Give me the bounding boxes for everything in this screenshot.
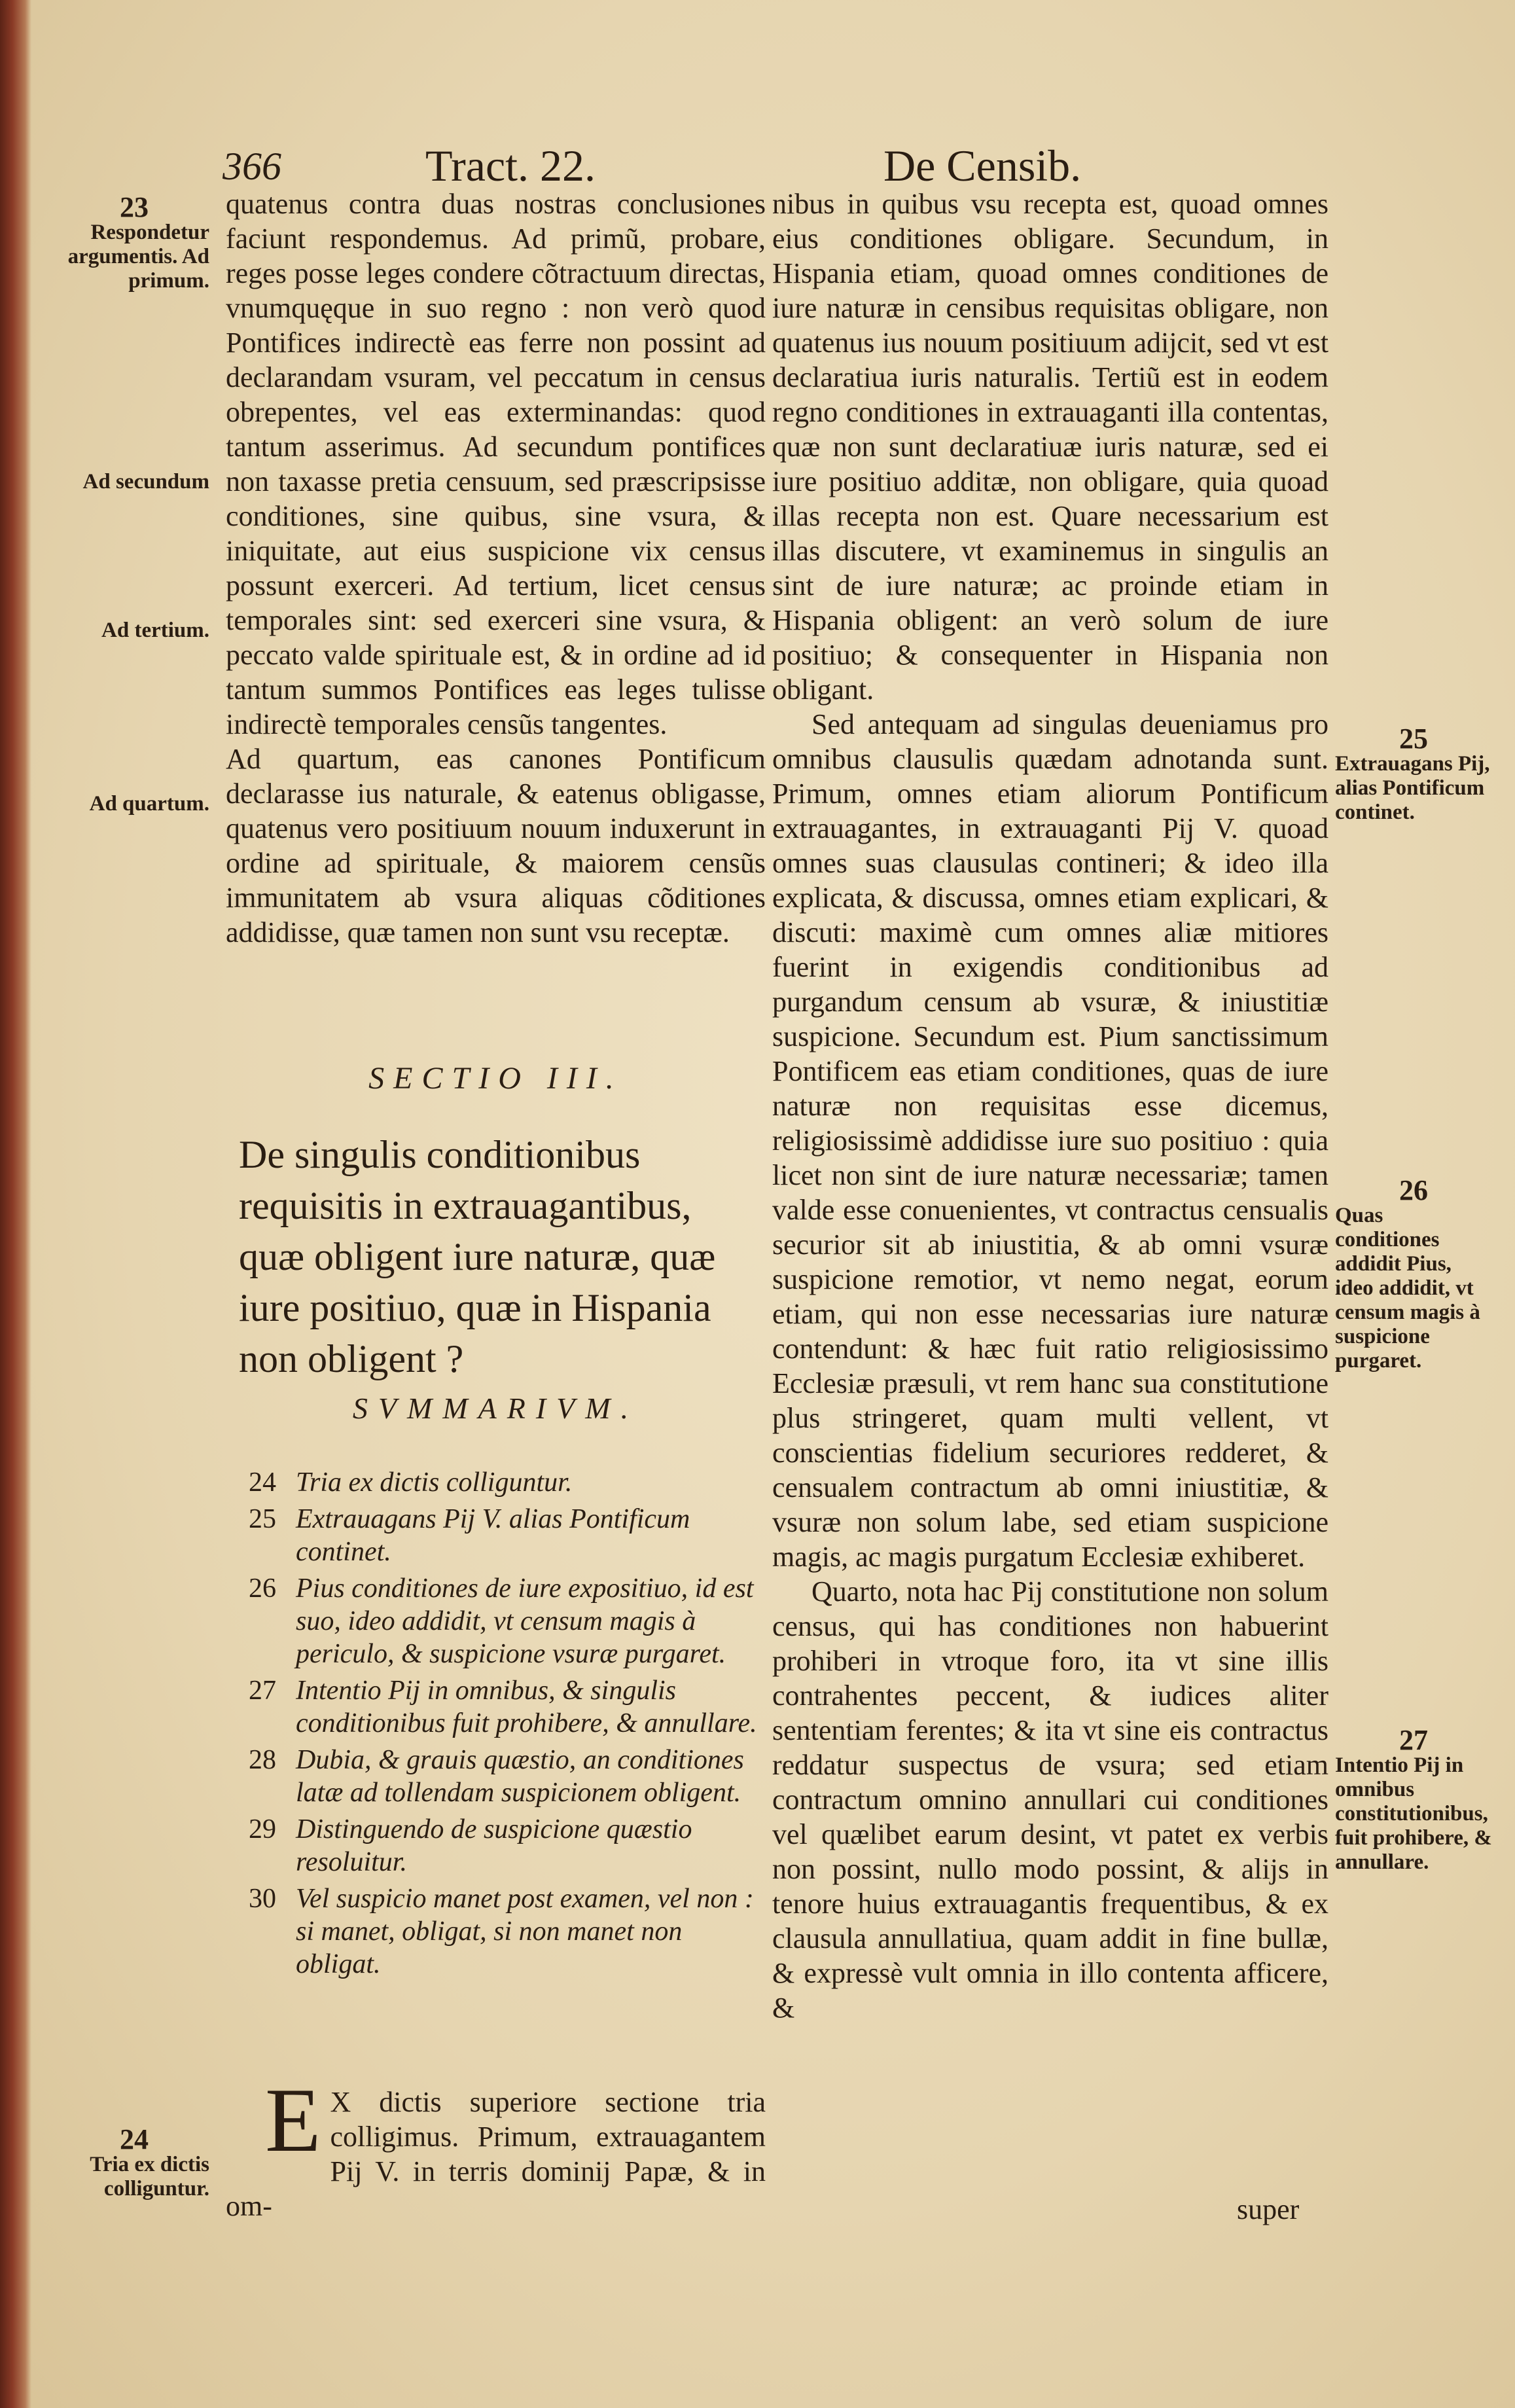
summary-list xyxy=(249,1466,772,1985)
paragraph: quatenus contra duas nostras conclusiones faciunt respondemus. Ad primũ, probare, reges posse leges condere cõtractuum directas, vnumquęque in suo regno : non verò quod Pontifices indirectè eas ferre non possint ad declarandam vsuram, vel peccatum in census obrepentes, vel eas exterminandas: quod tantum asserimus. Ad secundum pontifices non taxasse pretia censuum, sed præscripsisse conditiones, sine quibus, sine vsura, & iniquitate, aut eius suspicione vix census possunt exerceri. Ad tertium, licet census temporales sint: sed exerceri sine vsura, & peccato valde spirituale est, & in ordine ad id tantum summos Pontifices eas leges tulisse indirectè temporales censũs tangentes. xyxy=(226,188,766,740)
item-number: 26 xyxy=(249,1573,276,1604)
margin-note-ad-secundum: Ad secundum xyxy=(82,470,209,494)
drop-cap: E xyxy=(265,2070,321,2171)
item-text: Dubia, & grauis quæstio, an conditiones latæ ad tollendam suspicionem obligent. xyxy=(296,1745,744,1808)
margin-text: Tria ex dictis colliguntur. xyxy=(90,2153,209,2201)
page-number: 366 xyxy=(223,145,281,188)
margin-note-27 xyxy=(1335,1724,1492,1875)
item-text: Pius conditiones de iure expositiuo, id est suo, ideo addidit, vt censum magis à periculo, & suspicione vsuræ purgaret. xyxy=(296,1573,754,1669)
margin-note-24 xyxy=(59,2123,209,2201)
paragraph: Ad quartum, eas canones Pontificum declarasse ius naturale, & eatenus obligasse, quatenus vero positiuum nouum induxerunt in ordine ad spirituale, & maiorem censũs immunitatem ab vsura aliquas cõditiones addidisse, quæ tamen non sunt vsu receptæ. xyxy=(226,743,766,948)
list-item xyxy=(249,1674,772,1740)
section-incipit xyxy=(226,2070,766,2223)
right-column xyxy=(772,187,1328,2025)
margin-note-23 xyxy=(59,191,209,293)
margin-text: Extrauagans Pij, alias Pontificum continet. xyxy=(1335,752,1490,824)
item-text: Extrauagans Pij V. alias Pontificum continet. xyxy=(296,1504,690,1567)
item-number: 28 xyxy=(249,1745,276,1775)
list-item xyxy=(249,1572,772,1670)
margin-text: Respondetur argumentis. Ad primum. xyxy=(67,221,209,293)
book-spine-edge xyxy=(0,0,31,2408)
margin-note-ad-tertium: Ad tertium. xyxy=(101,619,209,642)
item-number: 30 xyxy=(249,1884,276,1914)
section-title: De singulis conditionibus requisitis in extrauagantibus, quæ obligent iure naturæ, quæ iure positiuo, quæ in Hispania non obligent ? xyxy=(239,1133,716,1380)
item-text: Vel suspicio manet post examen, vel non : si manet, obligat, si non manet non obligat. xyxy=(296,1884,754,1979)
list-item xyxy=(249,1503,772,1568)
margin-note-26 xyxy=(1335,1174,1492,1373)
item-text: Tria ex dictis colliguntur. xyxy=(296,1467,573,1498)
margin-number: 23 xyxy=(120,191,149,223)
margin-number: 27 xyxy=(1399,1724,1428,1756)
item-number: 27 xyxy=(249,1676,276,1706)
header-subtitle: De Censib. xyxy=(883,141,1082,190)
margin-number: 25 xyxy=(1399,723,1428,755)
header-title: Tract. 22. xyxy=(425,141,596,190)
list-item xyxy=(249,1813,772,1878)
margin-text: Intentio Pij in omnibus constitutionibus, fuit prohibere, & annullare. xyxy=(1335,1753,1492,1874)
item-text: Distinguendo de suspicione quæstio resoluitur. xyxy=(296,1814,692,1877)
margin-text: Quas conditiones addidit Pius, ideo addidit, vt censum magis à suspicione purgaret. xyxy=(1335,1204,1480,1373)
left-column xyxy=(226,187,766,950)
paragraph: nibus in quibus vsu recepta est, quoad omnes eius conditiones obligare. Secundum, in Hispania etiam, quoad omnes conditiones de iure naturæ in censibus requisitas obligare, non quatenus ius nouum positiuum adijcit, sed vt est declaratiua iuris naturalis. Tertiũ est in eodem regno conditiones in extrauaganti illa contentas, quæ non sunt declaratiuæ iuris naturæ, sed ei iure positiuo additæ, non obligare, quia quoad illas recepta non est. Quare necessarium est illas discutere, vt examinemus in singulis an sint de iure naturæ; ac proinde etiam in Hispania obligent: an verò solum de iure positiuo; & consequenter in Hispania non obligant. xyxy=(772,188,1328,706)
list-item xyxy=(249,1744,772,1809)
item-number: 25 xyxy=(249,1504,276,1534)
item-text: Intentio Pij in omnibus, & singulis conditionibus fuit prohibere, & annullare. xyxy=(296,1676,757,1738)
item-number: 24 xyxy=(249,1467,276,1498)
paragraph: Quarto, nota hac Pij constitutione non solum census, qui has conditiones non habuerint prohiberi in vtroque foro, ita vt sine illis contrahentes peccent, & iudices aliter sententiam ferentes; & ita vt sine eis contractus reddatur suspectus de vsura; sed etiam contractum omnino annullari cui conditiones vel quælibet earum desint, vt patet ex verbis non possint, nullo modo possint, & alijs in tenore huius extrauagantis frequentibus, & ex clausula annullatiua, quam addit in fine bullæ, & expressè vult omnia in illo contenta afficere, & xyxy=(772,1575,1328,2024)
incipit-text: X dictis superiore sectione tria colligimus. Primum, extrauagantem Pij V. in terris dominij Papæ, & in om- xyxy=(226,2086,766,2222)
section-label: SECTIO III. xyxy=(368,1061,623,1096)
margin-note-ad-quartum: Ad quartum. xyxy=(89,792,209,816)
item-number: 29 xyxy=(249,1814,276,1844)
paragraph: Sed antequam ad singulas deueniamus pro omnibus clausulis quædam adnotanda sunt. Primum, omnes etiam aliorum Pontificum extrauagantes, in extrauaganti Pij V. quoad omnes suas clausulas contineri; & ideo illa explicata, & discussa, omnes etiam explicari, & discuti: maximè cum omnes aliæ mitiores fuerint in exigendis conditionibus ad purgandum censum ab vsuræ, & iniustitiæ suspicione. Secundum est. Pium sanctissimum Pontificem eas etiam conditiones, quas de iure naturæ non requisitas esse dicemus, religiosissimè addidisse iure suo positiuo : quia licet non sint de iure naturæ necessariæ; tamen valde esse conuenientes, vt contractus censualis securior sit ab iniustitia, & ab omni vsuræ suspicione remotior, vt nemo negat, eorum etiam, qui non esse necessarias iure naturæ contendunt: & hæc fuit ratio religiosissimo Ecclesiæ præsuli, vt rem hanc sua constitutione plus stringeret, quam multi vellent, vt conscientias fidelium securiores redderet, & censualem contractum ab omni iniustitiæ, & vsuræ non solum labe, sed etiam suspicione magis, ac magis purgatum Ecclesiæ exhiberet. xyxy=(772,708,1328,1573)
margin-number: 26 xyxy=(1399,1174,1428,1206)
list-item xyxy=(249,1466,772,1499)
summarium-label: SVMMARIVM. xyxy=(352,1392,639,1425)
catchword: super xyxy=(1237,2193,1300,2225)
margin-number: 24 xyxy=(120,2123,149,2155)
list-item xyxy=(249,1882,772,1981)
margin-note-25 xyxy=(1335,723,1492,825)
